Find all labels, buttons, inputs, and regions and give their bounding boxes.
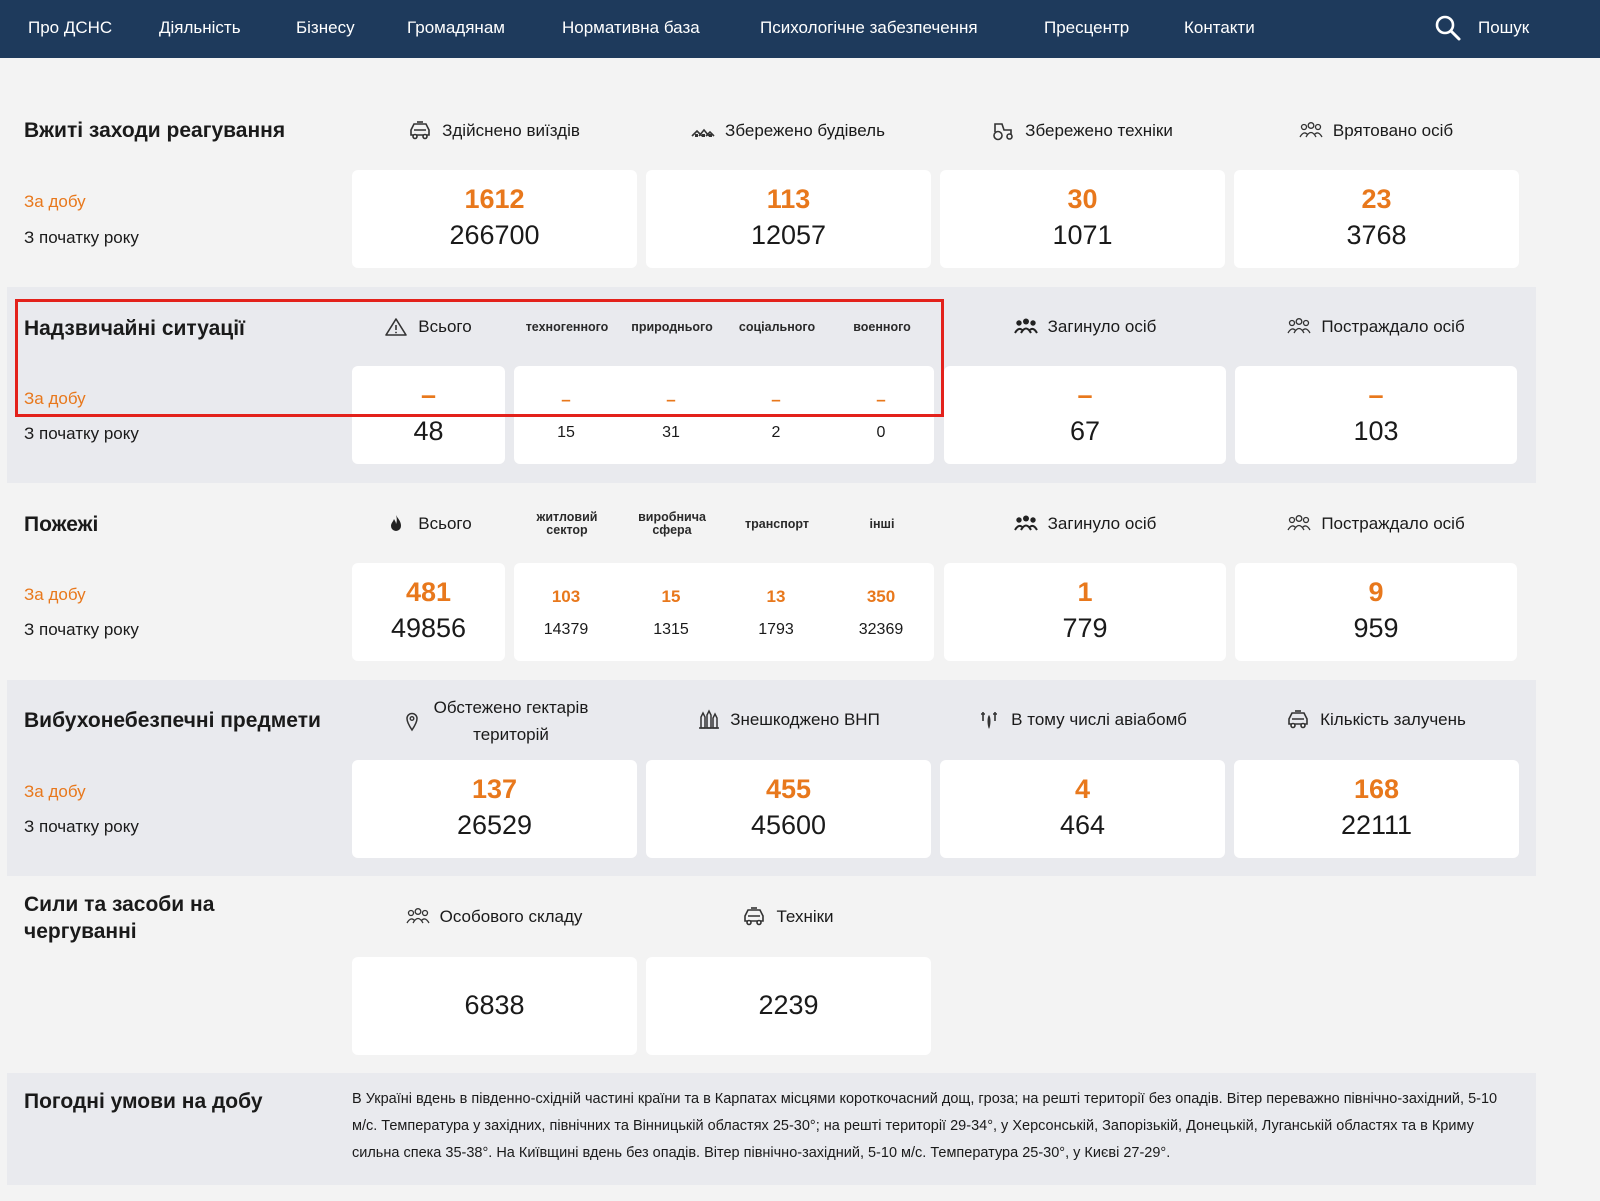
row-label-year: З початку року bbox=[24, 424, 139, 443]
nav-item-activity[interactable]: Діяльність bbox=[159, 18, 241, 37]
col-head-fires-injured: Постраждало осіб bbox=[1235, 510, 1517, 538]
stat-card-vehicles bbox=[646, 957, 931, 1055]
stat-card-fires-dead bbox=[944, 563, 1226, 661]
stat-day-value: 103 bbox=[551, 587, 581, 606]
stat-day-value: 1612 bbox=[464, 184, 525, 214]
stat-day-value: – bbox=[1368, 380, 1384, 410]
stat-card-equipment bbox=[940, 170, 1225, 268]
row-label-day: За добу bbox=[24, 192, 86, 211]
stat-card-fires-injured bbox=[1235, 563, 1517, 661]
stat-year-value: 31 bbox=[662, 424, 680, 441]
row-label-day: За добу bbox=[24, 585, 86, 604]
section-title-emergencies: Надзвичайні ситуації bbox=[24, 317, 245, 340]
section-title-forces: Сили та засоби на чергуванні bbox=[24, 893, 215, 943]
stat-year-value: 12057 bbox=[750, 220, 827, 250]
shells-icon bbox=[696, 709, 720, 731]
col-head-personnel: Особового складу bbox=[352, 903, 636, 931]
row-label-year: З початку року bbox=[24, 620, 139, 639]
people-icon bbox=[406, 906, 430, 928]
col-head-emergencies-injured: Постраждало осіб bbox=[1235, 313, 1517, 341]
section-title-response: Вжиті заходи реагування bbox=[24, 119, 286, 142]
nav-item-contacts[interactable]: Контакти bbox=[1184, 18, 1255, 37]
stat-card-emergencies-dead bbox=[944, 366, 1226, 464]
col-head-emergencies-dead: Загинуло осіб bbox=[944, 313, 1226, 341]
stat-year-value: 1315 bbox=[653, 621, 689, 638]
col-head-emergencies-total: Всього bbox=[352, 313, 504, 341]
stat-day-value: – bbox=[876, 390, 886, 409]
stat-year-value: 14379 bbox=[543, 621, 589, 638]
stat-day-value: 481 bbox=[405, 577, 452, 607]
row-label-day: За добу bbox=[24, 782, 86, 801]
search-icon[interactable] bbox=[1434, 14, 1462, 42]
weather-text: В Україні вдень в південно-східній частині країни та в Карпатах місцями короткочасний дощ, гроза; на решті території без опадів. Вітер переважно північно-західний, 5-10 м/с. Температура у західних, північних та Вінницькій областях 25-30°; на решті території 29-34°, у Херсонській, Запорізькій, Донецькій, Луганській областях та в Криму сильна спека 35-38°. На Київщині вдень без опадів. Вітер північно-західний, 5-10 м/с. Температура 25-30°, у Києві 27-29°. bbox=[352, 1091, 1498, 1161]
sub-head-military: военного bbox=[853, 320, 911, 334]
fire-truck-icon bbox=[1286, 709, 1310, 731]
sub-head-residential: житловий сектор bbox=[536, 510, 598, 537]
stat-value: 6838 bbox=[464, 990, 525, 1020]
stat-year-value: 103 bbox=[1353, 416, 1399, 446]
stat-year-value: 0 bbox=[876, 424, 886, 441]
stat-card-departures bbox=[352, 170, 637, 268]
search-label[interactable]: Пошук bbox=[1478, 18, 1530, 37]
stat-year-value: 49856 bbox=[390, 613, 467, 643]
stat-year-value: 464 bbox=[1059, 810, 1106, 840]
col-head-buildings: Збережено будівель bbox=[646, 117, 930, 145]
stat-year-value: 3768 bbox=[1346, 220, 1407, 250]
col-head-engagements: Кількість залучень bbox=[1234, 706, 1518, 734]
stat-day-value: – bbox=[1077, 380, 1093, 410]
stat-card-fires-breakdown bbox=[514, 563, 934, 661]
fire-truck-icon bbox=[408, 120, 432, 142]
stat-card-emergencies-injured bbox=[1235, 366, 1517, 464]
people-icon bbox=[1287, 316, 1311, 338]
stat-day-value: 113 bbox=[766, 184, 811, 214]
stat-day-value: – bbox=[420, 380, 437, 410]
sub-head-industrial: виробнича сфера bbox=[638, 510, 706, 537]
stat-day-value: 23 bbox=[1361, 184, 1392, 214]
nav-item-about[interactable]: Про ДСНС bbox=[28, 18, 113, 37]
stat-year-value: 26529 bbox=[456, 810, 533, 840]
buildings-icon bbox=[691, 120, 715, 142]
stat-card-hectares bbox=[352, 760, 637, 858]
stat-day-value: 168 bbox=[1353, 774, 1400, 804]
stat-day-value: – bbox=[771, 390, 781, 409]
stat-year-value: 2 bbox=[771, 424, 781, 441]
people-dark-icon bbox=[1014, 316, 1038, 338]
col-head-equipment: Збережено техніки bbox=[940, 117, 1224, 145]
people-icon bbox=[1287, 513, 1311, 535]
stat-card-personnel bbox=[352, 957, 637, 1055]
top-nav bbox=[0, 0, 1600, 58]
col-head-vehicles: Техніки bbox=[646, 903, 930, 931]
people-dark-icon bbox=[1014, 513, 1038, 535]
highlight-box bbox=[15, 299, 944, 417]
col-head-hectares: Обстежено гектарів територій bbox=[352, 694, 636, 748]
stat-day-value: – bbox=[666, 390, 676, 409]
stat-year-value: 45600 bbox=[750, 810, 827, 840]
col-head-fires-total: Всього bbox=[352, 510, 504, 538]
nav-item-business[interactable]: Бізнесу bbox=[296, 18, 355, 37]
fire-truck-icon bbox=[742, 906, 766, 928]
col-head-aviabombs: В тому числі авіабомб bbox=[940, 706, 1224, 734]
stat-card-fires-total bbox=[352, 563, 505, 661]
stat-year-value: 1793 bbox=[758, 621, 794, 638]
sub-head-natural: природнього bbox=[631, 320, 713, 334]
stat-card-engagements bbox=[1234, 760, 1519, 858]
stat-day-value: 13 bbox=[766, 587, 786, 606]
tractor-icon bbox=[991, 120, 1015, 142]
stat-year-value: 32369 bbox=[858, 621, 904, 638]
stat-day-value: 1 bbox=[1077, 577, 1093, 607]
sub-head-social: соціального bbox=[738, 320, 816, 334]
stat-day-value: 9 bbox=[1368, 577, 1384, 607]
map-pin-icon bbox=[400, 710, 424, 732]
stat-day-value: – bbox=[561, 390, 571, 409]
stat-day-value: 137 bbox=[471, 774, 518, 804]
flame-icon bbox=[384, 513, 408, 535]
row-label-year: З початку року bbox=[24, 228, 139, 247]
stat-card-aviabombs bbox=[940, 760, 1225, 858]
col-head-departures: Здійснено виїздів bbox=[352, 117, 636, 145]
section-title-fires: Пожежі bbox=[24, 513, 99, 536]
sub-head-technogenic: техногенного bbox=[525, 320, 609, 334]
section-title-weather: Погодні умови на добу bbox=[24, 1090, 263, 1113]
stat-value: 2239 bbox=[758, 990, 819, 1020]
stat-day-value: 350 bbox=[866, 587, 896, 606]
sub-head-transport: транспорт bbox=[745, 517, 809, 531]
stat-year-value: 48 bbox=[413, 416, 444, 446]
stat-day-value: 15 bbox=[661, 587, 681, 606]
stat-year-value: 22111 bbox=[1340, 810, 1413, 840]
stat-year-value: 779 bbox=[1062, 613, 1108, 643]
stat-year-value: 1071 bbox=[1052, 220, 1113, 250]
stat-day-value: 30 bbox=[1067, 184, 1098, 214]
row-label-day: За добу bbox=[24, 389, 86, 408]
stat-day-value: 4 bbox=[1074, 774, 1091, 804]
nav-item-press[interactable]: Пресцентр bbox=[1044, 18, 1130, 37]
people-icon bbox=[1299, 120, 1323, 142]
stat-year-value: 15 bbox=[557, 424, 575, 441]
stat-year-value: 266700 bbox=[449, 220, 540, 250]
col-head-neutralized: Знешкоджено ВНП bbox=[646, 706, 930, 734]
stat-card-rescued bbox=[1234, 170, 1519, 268]
nav-item-psychology[interactable]: Психологічне забезпечення bbox=[760, 18, 978, 37]
row-label-year: З початку року bbox=[24, 817, 139, 836]
section-title-explosives: Вибухонебезпечні предмети bbox=[24, 709, 321, 732]
stat-year-value: 67 bbox=[1069, 416, 1101, 446]
stat-year-value: 959 bbox=[1353, 613, 1399, 643]
nav-item-regulations[interactable]: Нормативна база bbox=[562, 18, 700, 37]
nav-item-citizens[interactable]: Громадянам bbox=[407, 18, 505, 37]
bomb-icon bbox=[977, 709, 1001, 731]
stat-card-neutralized bbox=[646, 760, 931, 858]
sub-head-other: інші bbox=[869, 517, 895, 531]
col-head-fires-dead: Загинуло осіб bbox=[944, 510, 1226, 538]
col-head-rescued: Врятовано осіб bbox=[1234, 117, 1518, 145]
stat-card-buildings bbox=[646, 170, 931, 268]
stat-day-value: 455 bbox=[765, 774, 812, 804]
